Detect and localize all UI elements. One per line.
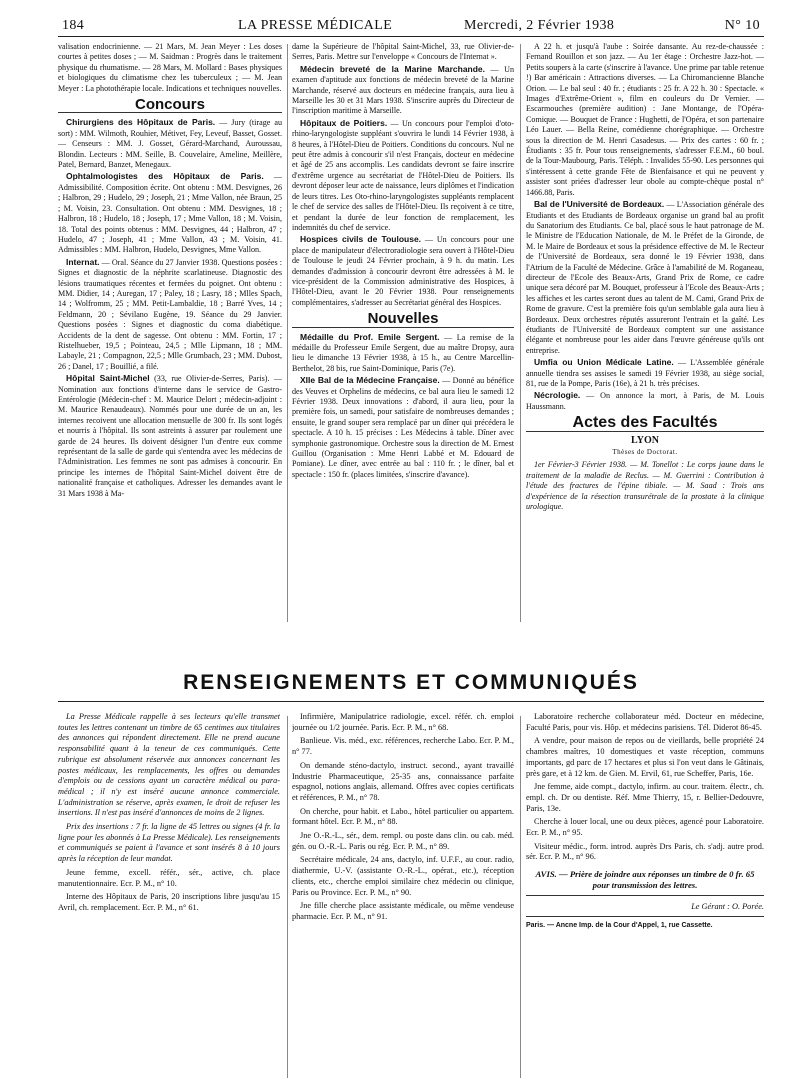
article-lead: Médecin breveté de la Marine Marchande. — [300, 63, 486, 74]
article-bordeaux — [526, 199, 764, 356]
article-body: — Un concours pour une place de manipulateur d'électroradiologie sera ouvert à l'Hôtel-Dieu de Toulouse le jeudi 24 Février prochain, à 9 h. du matin. Les demandes d'admission à concourir devront être adressées à M. le vice-président de la Commission administrative des Hospices, à l'Hôtel-Dieu, avant le 20 Février 1938. Pour renseignements complémentaires, s'adresser au Secrétariat général des Hospices. — [292, 235, 514, 307]
article-body: — L'Assemblée générale annuelle tiendra ses assises le samedi 19 Février 1938, au siège social, 81, rue de la Pompe, Paris (16e), à 21 h. très précises. — [526, 358, 764, 388]
article-lead: Bal de l'Université de Bordeaux. — [534, 199, 665, 210]
article-lead: Umfia ou Union Médicale Latine. — [534, 357, 674, 368]
renseignements-title: RENSEIGNEMENTS ET COMMUNIQUÉS — [183, 671, 639, 694]
article-saint-michel — [58, 373, 282, 499]
printer-line: Paris. — Ancne Imp. de la Cour d'Appel, 1, rue Cassette. — [526, 922, 713, 930]
classified-ad: Visiteur médic., form. introd. auprès Drs Paris, ch. s'adj. autre prod. sér. Ecr. P. M., n° 96. — [526, 841, 764, 862]
column-1-intro: valisation endocrinienne. — 21 Mars, M. Jean Meyer : Les doses courtes à petites doses ; — M. Saidman : Progrès dans le traitement physique du rhumatisme. — 28 Mars, M. Mollard : Bases physiques et biologiques du climatisme chez les tuberculeux ; — M. Jean Meyer : La photothérapie locale. Indications et techniques nouvelles. — [58, 42, 282, 93]
classified-ad: Cherche à louer local, une ou deux pièces, agencé pour Laboratoire. Ecr. P. M., n° 95. — [526, 817, 764, 838]
article-lead: Hospices civils de Toulouse. — [300, 234, 422, 245]
article-marine — [292, 64, 514, 117]
insertion-prices: Prix des insertions : 7 fr. la ligne de 45 lettres ou signes (4 fr. la ligne pour les abonnés à La Presse Médicale). Les renseignements et communiqués se paient à l'avance et sont insérés 8 à 10 jours après la réception de leur mandat. — [58, 822, 280, 864]
avis-notice: AVIS. — Prière de joindre aux réponses un timbre de 0 fr. 65 pour transmission des lettres. — [526, 869, 764, 895]
article-body: — La remise de la médaille du Professeur Emile Sergent, due au maître Dropsy, aura lieu le dimanche 13 Février 1938, à 15 h., au Centre Marcellin-Berthelot, 28 bis, rue Saint-Dominique, Paris (7e). — [292, 332, 514, 373]
publication-title: LA PRESSE MÉDICALE — [238, 18, 393, 33]
gerant-line: Le Gérant : O. Porée. — [526, 902, 764, 918]
column-divider — [287, 716, 288, 1078]
classified-ad: Jne femme, aide compt., dactylo, infirm. au cour. traitem. électr., ch. empl. ch. Dr ou dentiste. Réf. Mme Thierry, 15, r. Bellier-Dedouvre, Paris, 13e. — [526, 782, 764, 813]
article-lead: Hôpitaux de Poitiers. — [300, 117, 388, 128]
article-body: — On annonce la mort, à Paris, de M. Louis Haussmann. — [526, 391, 764, 411]
classified-ad: Laboratoire recherche collaborateur méd. Docteur en médecine, Faculté Paris, pour vis. Hôp. et médecins parisiens. Tél. Diderot 86-45. — [526, 712, 764, 732]
city-heading: LYON — [631, 434, 659, 446]
classified-ad: Jne fille cherche place assistante médicale, ou même vendeuse pharmacie. Ecr. P. M., n° 91. — [292, 901, 514, 921]
article-toulouse — [292, 234, 514, 308]
article-chirurgiens — [58, 117, 282, 170]
article-body: — L'Association générale des Etudiants et des Etudiants de Bordeaux organise un grand bal au profit du Sanatorium des Etudiants. Ce bal, placé sous le haut patronage de M. le Ministre de l'Education Nationale, de M. le Préfet de la Gironde, de M. le Maire de Bordeaux et sous la présidence effective de M. le Recteur de l'Université de Bordeaux, sera donné le 19 Février 1938, dans l'Atrium de la Faculté de Médecine. Grâce à l'amabilité de M. Roganeau, directeur de l'Ecole des Beaux-Arts, Grand Prix de Rome, ce cadre unique sera décoré par M. Bouquet, professeur à l'Ecole des Beaux-Arts ; les affiches et les cartes seront dues au talent de M. Cami, Grand Prix de Rome de gravure. C'est la première fois qu'un semblable gala aura lieu à Bordeaux. Deux orchestres réputés assureront l'entrain et la gaîté. Les étudiants de l'Université de Bordeaux comptent sur une assistance élégante et nombreuse pour les aider dans l'œuvre généreuse qu'ils ont entreprise. — [526, 200, 764, 355]
renseignements-banner — [58, 665, 764, 702]
article-necrologie — [526, 390, 764, 412]
article-bal-medecine — [292, 375, 514, 480]
column-divider — [520, 716, 521, 1078]
theses-list: 1er Février-3 Février 1938. — M. Tonellot : Le corps jaune dans le traitement de la maladie de Reclus. — M. Guerrini : Contribution à l'étude des fractures de l'épine tibiale. — M. Saad : Trois ans d'expérience de la résection transurétrale de la prostate à la clinique urologique. — [526, 460, 764, 512]
classified-ad: Infirmière, Manipulatrice radiologie, excel. référ. ch. emploi journée ou 1/2 journée. Paris. Ecr. P. M., n° 68. — [292, 712, 514, 732]
column-divider — [520, 44, 521, 622]
article-ophtalmologistes — [58, 171, 282, 255]
article-body: (33, rue Olivier-de-Serres, Paris). — Nomination aux fonctions d'interne dans le service de Gastro-Entérologie (Médecin-chef : M. Maurice Delort ; médecin-adjoint : M. Maurice Renaudeaux). Nommés pour une durée de un an, les internes recoivent une allocation mensuelle de 300 fr. Ils sont logés et nourris à l'hôpital. Ils sont astreints à assurer par roulement une garde de 24 heures. Ils doivent désigner l'un d'entre eux comme représentant de la salle de garde qui s'entendra avec les médecins de l'Administration. Les femmes ne sont pas admises à concourir. En principe les internes de l'hôpital Saint-Michel doivent être de nationalité française et catholiques. Adresser les demandes avant le 31 Mars 1938 à Ma- — [58, 374, 282, 498]
article-lead: XIIe Bal de la Médecine Française. — [300, 375, 440, 386]
article-body: — Donné au bénéfice des Veuves et Orphelins de médecins, ce bal aura lieu le samedi 12 Février 1938. Deux innovations : d'abord, il aura lieu, pour la première fois, un samedi, pour satisfaire de nombreuses demandes ; ensuite, le grand souper sera remplacé par un dîner qui précédera le spectacle. A 10 h. 15 précises : Les Médecins à table. Dîner avec symphonie gastronomique. Orchestre sous la direction de M. Ernest Guillou (Organisation : Mme Henri Labbé et M. Edouard de Pomiane). Le dîner, avec entrée au bal : 110 fr. ; le dîner, bal et spectacle : 150 fr. (places limitées, s'inscrire d'avance). — [292, 376, 514, 479]
article-lead: Ophtalmologistes des Hôpitaux de Paris. — [66, 171, 264, 182]
article-body: — Oral. Séance du 27 Janvier 1938. Questions posées : Signes et diagnostic de la néphrite scarlatineuse. Diagnostic des lésions traumatiques récentes et fermées du poignet. Ont obtenu : MM. Didier, 14 ; Auregan, 17 ; Paley, 18 ; Lasry, 18 ; Mlles Spach, 14 ; Wolfromm, 25 ; MM. Petit-Lambaldie, 18 ; Barré Yves, 14 ; Feldmann, 20 ; Sévilano Eugène, 19. Séance du 29 Janvier. Questions posées : Signes et diagnostic du coma diabétique. Accidents de la dent de sagesse. Ont obtenu : MM. Fortin, 17 ; Ristelhueber, 19,5 ; Pointeau, 24,5 ; Mlle Lipmann, 18 ; MM. Labayle, 21 ; Compagnon, 22,5 ; Mlle Grumbach, 23 ; MM. Dubost, 26 ; Danel, 17 ; Bouillié, a filé. — [58, 257, 282, 371]
classified-ad: Interne des Hôpitaux de Paris, 20 inscriptions libre jusqu'au 15 Avril, ch. remplacement. Ecr. P. M., n° 61. — [58, 892, 280, 912]
theses-subtitle: Thèses de Doctorat. — [612, 448, 678, 457]
article-body: — Admissibilité. Composition écrite. Ont obtenu : MM. Desvignes, 26 ; Halbron, 29 ; Hudelo, 29 ; Joseph, 21 ; Mme Vallon, née Braun, 25 ; M. Voisin, 23. Consultation. Ont obtenu : MM. Desvignes, 18 ; Halbron, 18 ; Hudelo, 18 ; Joseph, 17 ; Mme Vallon, 18 ; M. Voisin, 18. Total des points obtenus : MM. Desvignes, 44 ; Halbron, 47 ; Hudelo, 47 ; Joseph, 41 ; Mme Vallon, 43 ; M. Voisin, 41. Admissibles : MM. Halbron, Hudelo, Desvignes, Mme Vallon. — [58, 172, 282, 255]
classifieds-column-2 — [292, 712, 514, 1074]
article-body: — Un examen d'aptitude aux fonctions de médecin breveté de la Marine Marchande, réservé aux docteurs en médecine français, aura lieu à Marseille les 30 et 31 Mars 1938. S'inscrire auprès du Directeur de l'inscription maritime à Marseille. — [292, 64, 514, 116]
classified-ad: Jeune femme, excell. référ., sér., active, ch. place manutentionnaire. Ecr. P. M., n° 10. — [58, 867, 280, 888]
nouvelles-heading: Nouvelles — [292, 314, 514, 327]
issue-date: Mercredi, 2 Février 1938 — [464, 18, 615, 33]
column-3 — [526, 42, 764, 624]
article-lead: Internat. — [66, 256, 100, 267]
classifieds-column-1 — [58, 712, 280, 1074]
actes-facultes-heading: Actes des Facultés — [526, 418, 764, 431]
article-lead: Chirurgiens des Hôpitaux de Paris. — [66, 117, 216, 128]
article-lead: Médaille du Prof. Emile Sergent. — [300, 331, 440, 342]
page-header — [58, 14, 764, 37]
classifieds-column-3 — [526, 712, 764, 1074]
article-body: — Un concours pour l'emploi d'oto-rhino-laryngologiste suppléant s'ouvrira le lundi 14 Février 1938, à 8 heures, à l'Hôtel-Dieu de Poitiers. Conditions du concours. Nul ne peut être admis à concourir s'il n'est Français, docteur en médecine et âgé de 25 ans accomplis. Les candidats devront se faire inscrire d'extrême urgence au secrétariat de l'Hôtel-Dieu de Poitiers. Ils devront déposer leur acte de naissance, leurs diplômes et l'indication de leurs titres. Les Oto-rhino-laryngologistes suppléants remplacent le chef de service des salles de l'Hôtel-Dieu. Ils reçoivent à ce titre, et pendant la durée de leur fonction de remplacement, les indemnités du chef de service. — [292, 118, 514, 232]
article-umfia — [526, 357, 764, 389]
article-lead: Nécrologie. — [534, 390, 581, 401]
classified-ad: On cherche, pour habit. et Labo., hôtel particulier ou appartem. formant hôtel. Ecr. P. M., n° 88. — [292, 806, 514, 827]
classifieds-notice: La Presse Médicale rappelle à ses lecteurs qu'elle transmet toutes les lettres contenant un timbre de 65 centimes aux titulaires des annonces qui répondent directement. Elle ne prend aucune responsabilité quant à la teneur de ces communiqués. Cette rubrique est absolument réservée aux annonces concernant les postes médicaux, les remplacements, les offres ou demandes d'emplois ou de cessions ayant un caractère médical ou para-médical ; il n'y est inséré aucune annonce commerciale. L'administration se réserve, après examen, le droit de refuser les insertions. Il n'est pas inséré d'annonces de moins de 2 lignes. — [58, 712, 280, 818]
column-1 — [58, 42, 282, 624]
page-number: 184 — [62, 18, 85, 33]
article-sergent — [292, 332, 514, 375]
article-lead: Hôpital Saint-Michel — [66, 373, 150, 384]
issue-number: N° 10 — [724, 18, 760, 33]
article-poitiers — [292, 118, 514, 233]
classified-ad: Banlieue. Vis. méd., exc. références, recherche Labo. Ecr. P. M., n° 77. — [292, 736, 514, 757]
column-divider — [287, 44, 288, 622]
column-2 — [292, 42, 514, 624]
classified-ad: Secrétaire médicale, 24 ans, dactylo, inf. U.F.F., au cour. radio, diathermie, U.-V. (assistante O.-R.-L., opérat., etc.), réception clients, etc., cherche emploi similaire chez médecin ou clinique, Paris ou Province. Ecr. P. M., n° 90. — [292, 855, 514, 897]
classified-ad: Jne O.-R.-L., sér., dem. rempl. ou poste dans clin. ou cab. méd. gén. ou O.-R.-L. Paris ou rég. Ecr. P. M., n° 89. — [292, 831, 514, 851]
article-body: — Jury (tirage au sort) : MM. Wilmoth, Rouhier, Métivet, Fey, Leveuf, Basset, Gosset. — Censeurs : MM. J. Gosset, Gérard-Marchand, Auroussau, Blondin. Lecteurs : MM. Seille, B. Couvelaire, Ameline, Meillère, Patel, Bernard, Banzet, Menegaux. — [58, 118, 282, 170]
classified-ad: A vendre, pour maison de repos ou de vieillards, belle propriété 24 chambres maîtres, 10 domestiques et vaste réception, communs importants, gd parc de 17 hectares et plus si l'on veut dans le Gâtinais, près gare, et à 12 km. de Gien. M. Ervil, 61, rue Scheffer, Paris, 16e. — [526, 736, 764, 778]
classified-ad: On demande sténo-dactylo, instruct. second., ayant travaillé Industrie Pharmaceutique, 25-35 ans, connaissance parfaite espagnol, notions anglais, allemand. Offres avec copies certificats et références, P. M., n° 78. — [292, 760, 514, 802]
column-2-intro: dame la Supérieure de l'hôpital Saint-Michel, 33, rue Olivier-de-Serres, Paris. Mettre sur l'enveloppe « Concours de l'Internat ». — [292, 42, 514, 62]
article-bal-program: A 22 h. et jusqu'à l'aube : Soirée dansante. Au rez-de-chaussée : Fernand Rouillon et son jazz. — Au 1er étage : Orchestre Jazz-hot. — Petits soupers à la carte (s'inscrire à l'avance. Une prime par table retenue !) Bar américain : Attractions diverses. — La Chiromancienne Blanche Orion. — Le bal seul : 40 fr. ; étudiants : 25 fr. A 22 h. 30 : Spectacle. « Images d'Extrême-Orient », film en couleurs du Dr Vernier. — Escarmouches (première audition) : Jane Montange, de l'Opéra-Comique. — Bouquet de France : Hughetti, de l'Opéra, et son partenaire Léo Lauer. — Bella Reine, comédienne chorégraphique. — Orchestre sous la direction de M. Henri Casadesus. — Prix des cartes : 60 fr. ; Étudiants : 35 fr. Pour tous renseignements, s'adresser F.E.M., 60 boul. de la Tour-Maubourg, Paris. Téléph. : Invalides 55-90. Les personnes qui s'intéressent à cette grande Fête de Bienfaisance et qui ne peuvent y assister sont priées d'adresser leur obole au compte-chèque postal n° 1466.88, Paris. — [526, 42, 764, 197]
article-internat — [58, 257, 282, 372]
concours-heading: Concours — [58, 100, 282, 113]
